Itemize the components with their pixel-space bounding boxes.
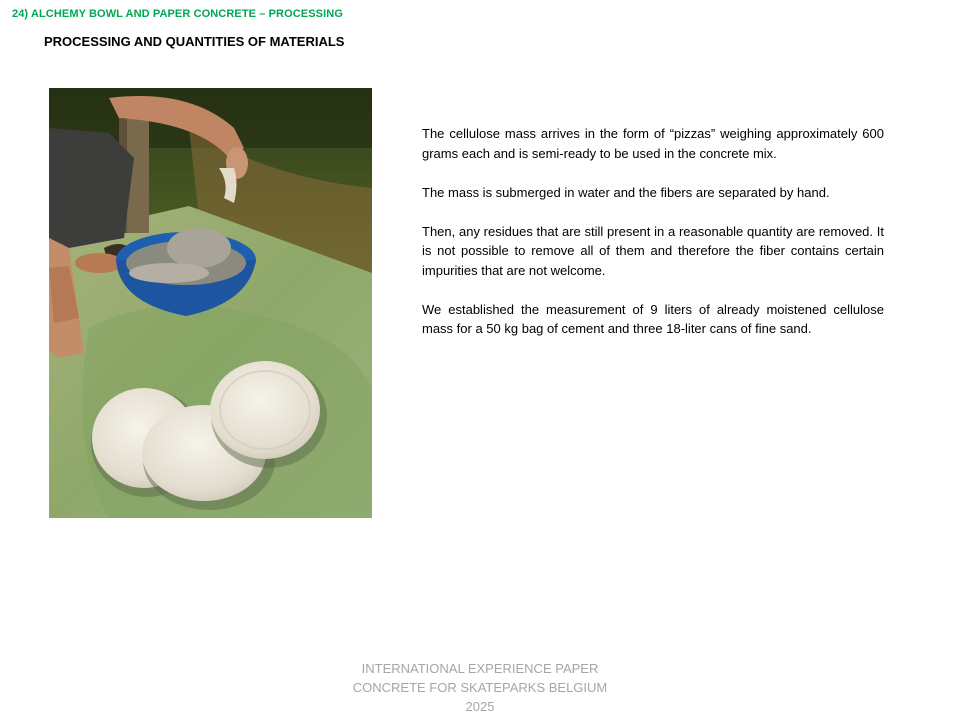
person-shorts xyxy=(49,128,134,248)
section-title: 24) ALCHEMY BOWL AND PAPER CONCRETE – PROCESSING xyxy=(12,8,343,20)
body-text xyxy=(422,124,884,358)
footer xyxy=(0,659,960,716)
paragraph-3: Then, any residues that are still present in a reasonable quantity are removed. It is not possible to remove all of them and therefore the fiber contains certain impurities that are not welcome. xyxy=(422,223,884,278)
paragraph-4: We established the measurement of 9 liters of already moistened cellulose mass for a 50 kg bag of cement and three 18-liter cans of fine sand. xyxy=(422,301,884,336)
cellulose-photo xyxy=(49,88,372,518)
paragraph-2: The mass is submerged in water and the fibers are separated by hand. xyxy=(422,184,830,200)
footer-line-2: CONCRETE FOR SKATEPARKS BELGIUM xyxy=(352,680,608,695)
paragraph-1: The cellulose mass arrives in the form of “pizzas” weighing approximately 600 grams each and is semi-ready to be used in the concrete mix. xyxy=(422,126,884,161)
footer-line-1: INTERNATIONAL EXPERIENCE PAPER xyxy=(361,661,599,676)
footer-line-3: 2025 xyxy=(465,699,495,714)
page-heading: PROCESSING AND QUANTITIES OF MATERIALS xyxy=(44,34,345,49)
